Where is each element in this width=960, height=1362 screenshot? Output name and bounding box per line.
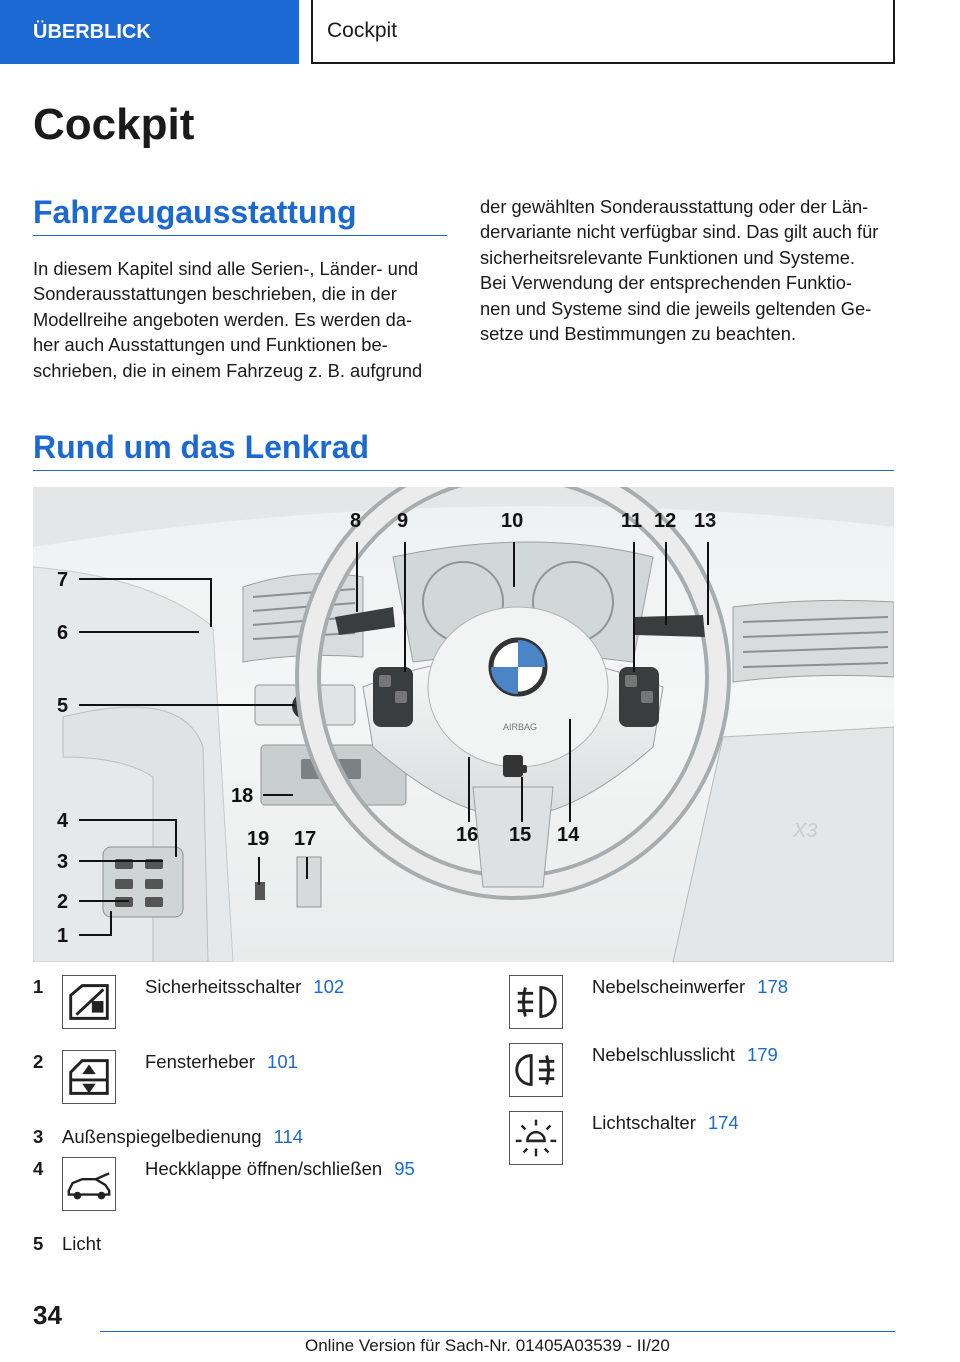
page-title: Cockpit (33, 100, 195, 149)
section-tab[interactable] (311, 0, 895, 64)
intro-text-left (33, 256, 422, 383)
callout-13: 13 (694, 510, 717, 532)
light-switch-icon (509, 1111, 563, 1165)
section-heading-lenkrad: Rund um das Lenkrad (33, 429, 370, 465)
chapter-tab[interactable] (0, 0, 299, 64)
callout-6: 6 (57, 622, 69, 644)
page-link[interactable]: 174 (707, 1112, 739, 1133)
legend-item-1[interactable] (145, 976, 344, 998)
legend-label: Nebelschlusslicht (592, 1044, 735, 1065)
text-line: In diesem Kapitel sind alle Serien-, Länder- und (33, 258, 419, 279)
callout-8: 8 (350, 510, 362, 532)
callout-17: 17 (294, 828, 317, 850)
page-link[interactable]: 102 (313, 976, 345, 997)
cockpit-drawing (33, 487, 894, 962)
rear-fog-light-icon (509, 1043, 563, 1097)
callout-9: 9 (397, 510, 409, 532)
callout-11: 11 (621, 510, 643, 532)
section-tab-label: Cockpit (327, 19, 398, 42)
footer-text: Online Version für Sach-Nr. 01405A03539 - II/20 (305, 1336, 670, 1355)
model-badge: X3 (793, 820, 818, 842)
callout-19: 19 (247, 828, 270, 850)
tailgate-icon (62, 1157, 116, 1211)
callout-7: 7 (57, 569, 69, 591)
text-line: Bei Verwendung der entsprechenden Funktio- (480, 272, 852, 294)
window-lifter-icon (62, 1050, 116, 1104)
chapter-tab-label: ÜBERBLICK (33, 20, 151, 43)
callout-18: 18 (231, 785, 254, 807)
text-line: setze und Bestimmungen zu beachten. (480, 323, 797, 345)
callout-1: 1 (57, 925, 69, 947)
page-link[interactable]: 179 (746, 1044, 778, 1065)
text-line: her auch Ausstattungen und Funktionen be- (33, 334, 388, 356)
intro-text-right (480, 194, 878, 346)
callout-5: 5 (57, 695, 69, 717)
text-line: Modellreihe angeboten werden. Es werden da- (33, 308, 413, 330)
section-heading-fahrzeugausstattung: Fahrzeugausstattung (33, 194, 357, 230)
section-rule (33, 235, 447, 236)
text-line: sicherheitsrelevante Funktionen und Systeme. (480, 246, 855, 268)
page-link[interactable]: 101 (267, 1051, 298, 1072)
legend-label: Nebelscheinwerfer (592, 976, 746, 997)
front-fog-light-icon (509, 975, 563, 1029)
text-line: Sonderausstattungen beschrieben, die in der (33, 283, 397, 305)
callout-16: 16 (456, 824, 479, 846)
window-lock-icon (62, 975, 116, 1029)
footer-rule (100, 1331, 895, 1332)
cockpit-illustration (33, 487, 894, 962)
callout-15: 15 (509, 824, 532, 846)
legend-num: 3 (33, 1126, 44, 1147)
text-line: schrieben, die in einem Fahrzeug z. B. aufgrund (33, 359, 423, 381)
airbag-label: AIRBAG (503, 722, 538, 732)
text-line: dervariante nicht verfügbar sind. Das gilt auch für (480, 221, 879, 243)
text-line: nen und Systeme sind die jeweils geltenden Ge- (480, 297, 872, 319)
legend-item-fog-front[interactable] (592, 976, 788, 998)
legend-item-2[interactable] (145, 1051, 298, 1073)
legend-label: Fensterheber (145, 1051, 256, 1072)
legend-label: Lichtschalter (592, 1112, 696, 1133)
callout-2: 2 (57, 891, 69, 913)
section-rule (33, 470, 894, 471)
page-link[interactable]: 178 (757, 976, 789, 997)
legend-item-light-switch[interactable] (592, 1112, 739, 1134)
legend-label: Sicherheitsschalter (145, 976, 302, 997)
legend-label: Außenspiegelbedienung (62, 1126, 262, 1147)
legend-label: Licht (62, 1233, 102, 1254)
text-line: der gewählten Sonderausstattung oder der Län- (480, 196, 869, 217)
legend-item-4[interactable] (145, 1158, 415, 1180)
page-number: 34 (33, 1300, 62, 1330)
legend-num: 5 (33, 1233, 44, 1254)
callout-10: 10 (501, 510, 524, 532)
legend-num: 1 (33, 976, 44, 997)
callout-4: 4 (57, 810, 69, 832)
legend-item-5[interactable] (62, 1233, 101, 1255)
legend-item-3[interactable] (62, 1126, 303, 1148)
page-link[interactable]: 95 (394, 1158, 415, 1179)
legend-label: Heckklappe öffnen/schließen (145, 1158, 383, 1179)
page-link[interactable]: 114 (273, 1126, 304, 1147)
callout-3: 3 (57, 851, 69, 873)
callout-14: 14 (557, 824, 580, 846)
legend-item-fog-rear[interactable] (592, 1044, 778, 1066)
callout-12: 12 (654, 510, 677, 532)
legend-num: 2 (33, 1051, 44, 1072)
legend-num: 4 (33, 1158, 44, 1179)
